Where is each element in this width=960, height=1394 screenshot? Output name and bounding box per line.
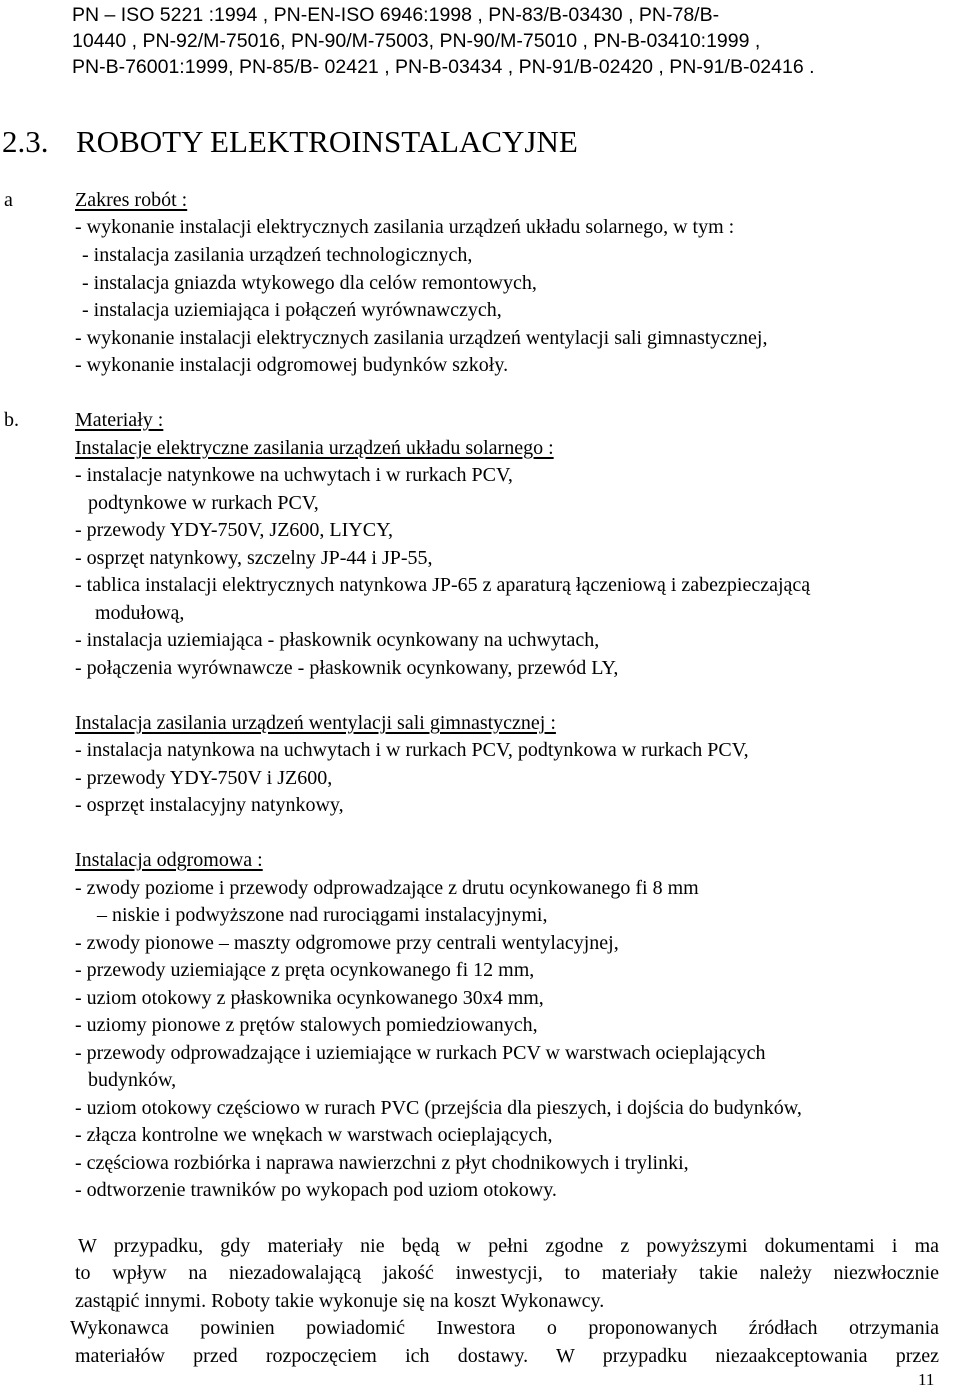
part-b-title: Materiały : — [75, 409, 164, 431]
group-solar-item: - instalacja uziemiająca - płaskownik ocynkowany na uchwytach, — [75, 629, 600, 651]
group-solar-item: - instalacje natynkowe na uchwytach i w rurkach PCV, — [75, 464, 513, 486]
part-a-item: - instalacja zasilania urządzeń technologicznych, — [82, 244, 473, 266]
group-ventilation-item: - przewody YDY-750V i JZ600, — [75, 767, 333, 789]
part-a-item: - wykonanie instalacji elektrycznych zasilania urządzeń wentylacji sali gimnastycznej, — [75, 327, 768, 349]
group-lightning-item: – niskie i podwyższone nad rurociągami instalacyjnymi, — [97, 904, 548, 926]
part-a-item: - instalacja uziemiająca i połączeń wyrównawczych, — [82, 299, 502, 321]
group-lightning-item: - zwody poziome i przewody odprowadzające z drutu ocynkowanego fi 8 mm — [75, 877, 699, 899]
part-a-marker: a — [4, 189, 13, 211]
group-ventilation-title: Instalacja zasilania urządzeń wentylacji sali gimnastycznej : — [75, 712, 556, 734]
group-solar-title: Instalacje elektryczne zasilania urządzeń układu solarnego : — [75, 437, 554, 459]
part-a-item: - wykonanie instalacji odgromowej budynków szkoły. — [75, 354, 509, 376]
group-ventilation-item: - instalacja natynkowa na uchwytach i w rurkach PCV, podtynkowa w rurkach PCV, — [75, 739, 749, 761]
group-lightning-item: - częściowa rozbiórka i naprawa nawierzchni z płyt chodnikowych i trylinki, — [75, 1152, 689, 1174]
group-lightning-item: - przewody odprowadzające i uziemiające w rurkach PCV w warstwach ocieplających — [75, 1042, 766, 1064]
section-title: ROBOTY ELEKTROINSTALACYJNE — [76, 124, 578, 159]
group-lightning-item: - złącza kontrolne we wnękach w warstwach ocieplających, — [75, 1124, 553, 1146]
group-solar-item: - osprzęt natynkowy, szczelny JP-44 i JP-55, — [75, 547, 433, 569]
paragraph-1-line: zastąpić innymi. Roboty takie wykonuje się na koszt Wykonawcy. — [75, 1290, 605, 1312]
paragraph-2-line: materiałów przed rozpoczęciem ich dostawy. W przypadku niezaakceptowania przez — [75, 1345, 939, 1367]
group-lightning-item: - przewody uziemiające z pręta ocynkowanego fi 12 mm, — [75, 959, 535, 981]
page-number: 11 — [918, 1370, 935, 1389]
part-a-item: - wykonanie instalacji elektrycznych zasilania urządzeń układu solarnego, w tym : — [75, 216, 735, 238]
group-solar-item: - przewody YDY-750V, JZ600, LIYCY, — [75, 519, 393, 541]
part-a-item: - instalacja gniazda wtykowego dla celów remontowych, — [82, 272, 537, 294]
group-solar-item: - połączenia wyrównawcze - płaskownik ocynkowany, przewód LY, — [75, 657, 619, 679]
paragraph-1-line: W przypadku, gdy materiały nie będą w pełni zgodne z powyższymi dokumentami i ma — [78, 1235, 939, 1257]
group-lightning-item: - uziom otokowy częściowo w rurach PVC (przejścia dla pieszych, i dojścia do budynków, — [75, 1097, 802, 1119]
header-line-2: 10440 , PN-92/M-75016, PN-90/M-75003, PN-90/M-75010 , PN-B-03410:1999 , — [72, 30, 761, 52]
part-b-marker: b. — [4, 409, 19, 431]
group-lightning-title: Instalacja odgromowa : — [75, 849, 263, 871]
part-a-title: Zakres robót : — [75, 189, 188, 211]
paragraph-1-line: to wpływ na niezadowalającą jakość inwestycji, to materiały takie należy niezwłocznie — [75, 1262, 939, 1284]
group-lightning-item: budynków, — [88, 1069, 177, 1091]
group-lightning-item: - uziom otokowy z płaskownika ocynkowanego 30x4 mm, — [75, 987, 544, 1009]
header-line-1: PN – ISO 5221 :1994 , PN-EN-ISO 6946:1998 , PN-83/B-03430 , PN-78/B- — [72, 4, 720, 26]
header-line-3: PN-B-76001:1999, PN-85/B- 02421 , PN-B-03434 , PN-91/B-02420 , PN-91/B-02416 . — [72, 56, 815, 78]
group-lightning-item: - uziomy pionowe z prętów stalowych pomiedziowanych, — [75, 1014, 538, 1036]
group-lightning-item: - zwody pionowe – maszty odgromowe przy centrali wentylacyjnej, — [75, 932, 619, 954]
paragraph-2-line: Wykonawca powinien powiadomić Inwestora o proponowanych źródłach otrzymania — [70, 1317, 939, 1339]
group-lightning-item: - odtworzenie trawników po wykopach pod uziom otokowy. — [75, 1179, 557, 1201]
group-solar-item: podtynkowe w rurkach PCV, — [88, 492, 319, 514]
group-solar-item: modułową, — [95, 602, 185, 624]
group-ventilation-item: - osprzęt instalacyjny natynkowy, — [75, 794, 344, 816]
section-number: 2.3. — [2, 124, 49, 159]
group-solar-item: - tablica instalacji elektrycznych natynkowa JP-65 z aparaturą łączeniową i zabezpieczającą — [75, 574, 811, 596]
